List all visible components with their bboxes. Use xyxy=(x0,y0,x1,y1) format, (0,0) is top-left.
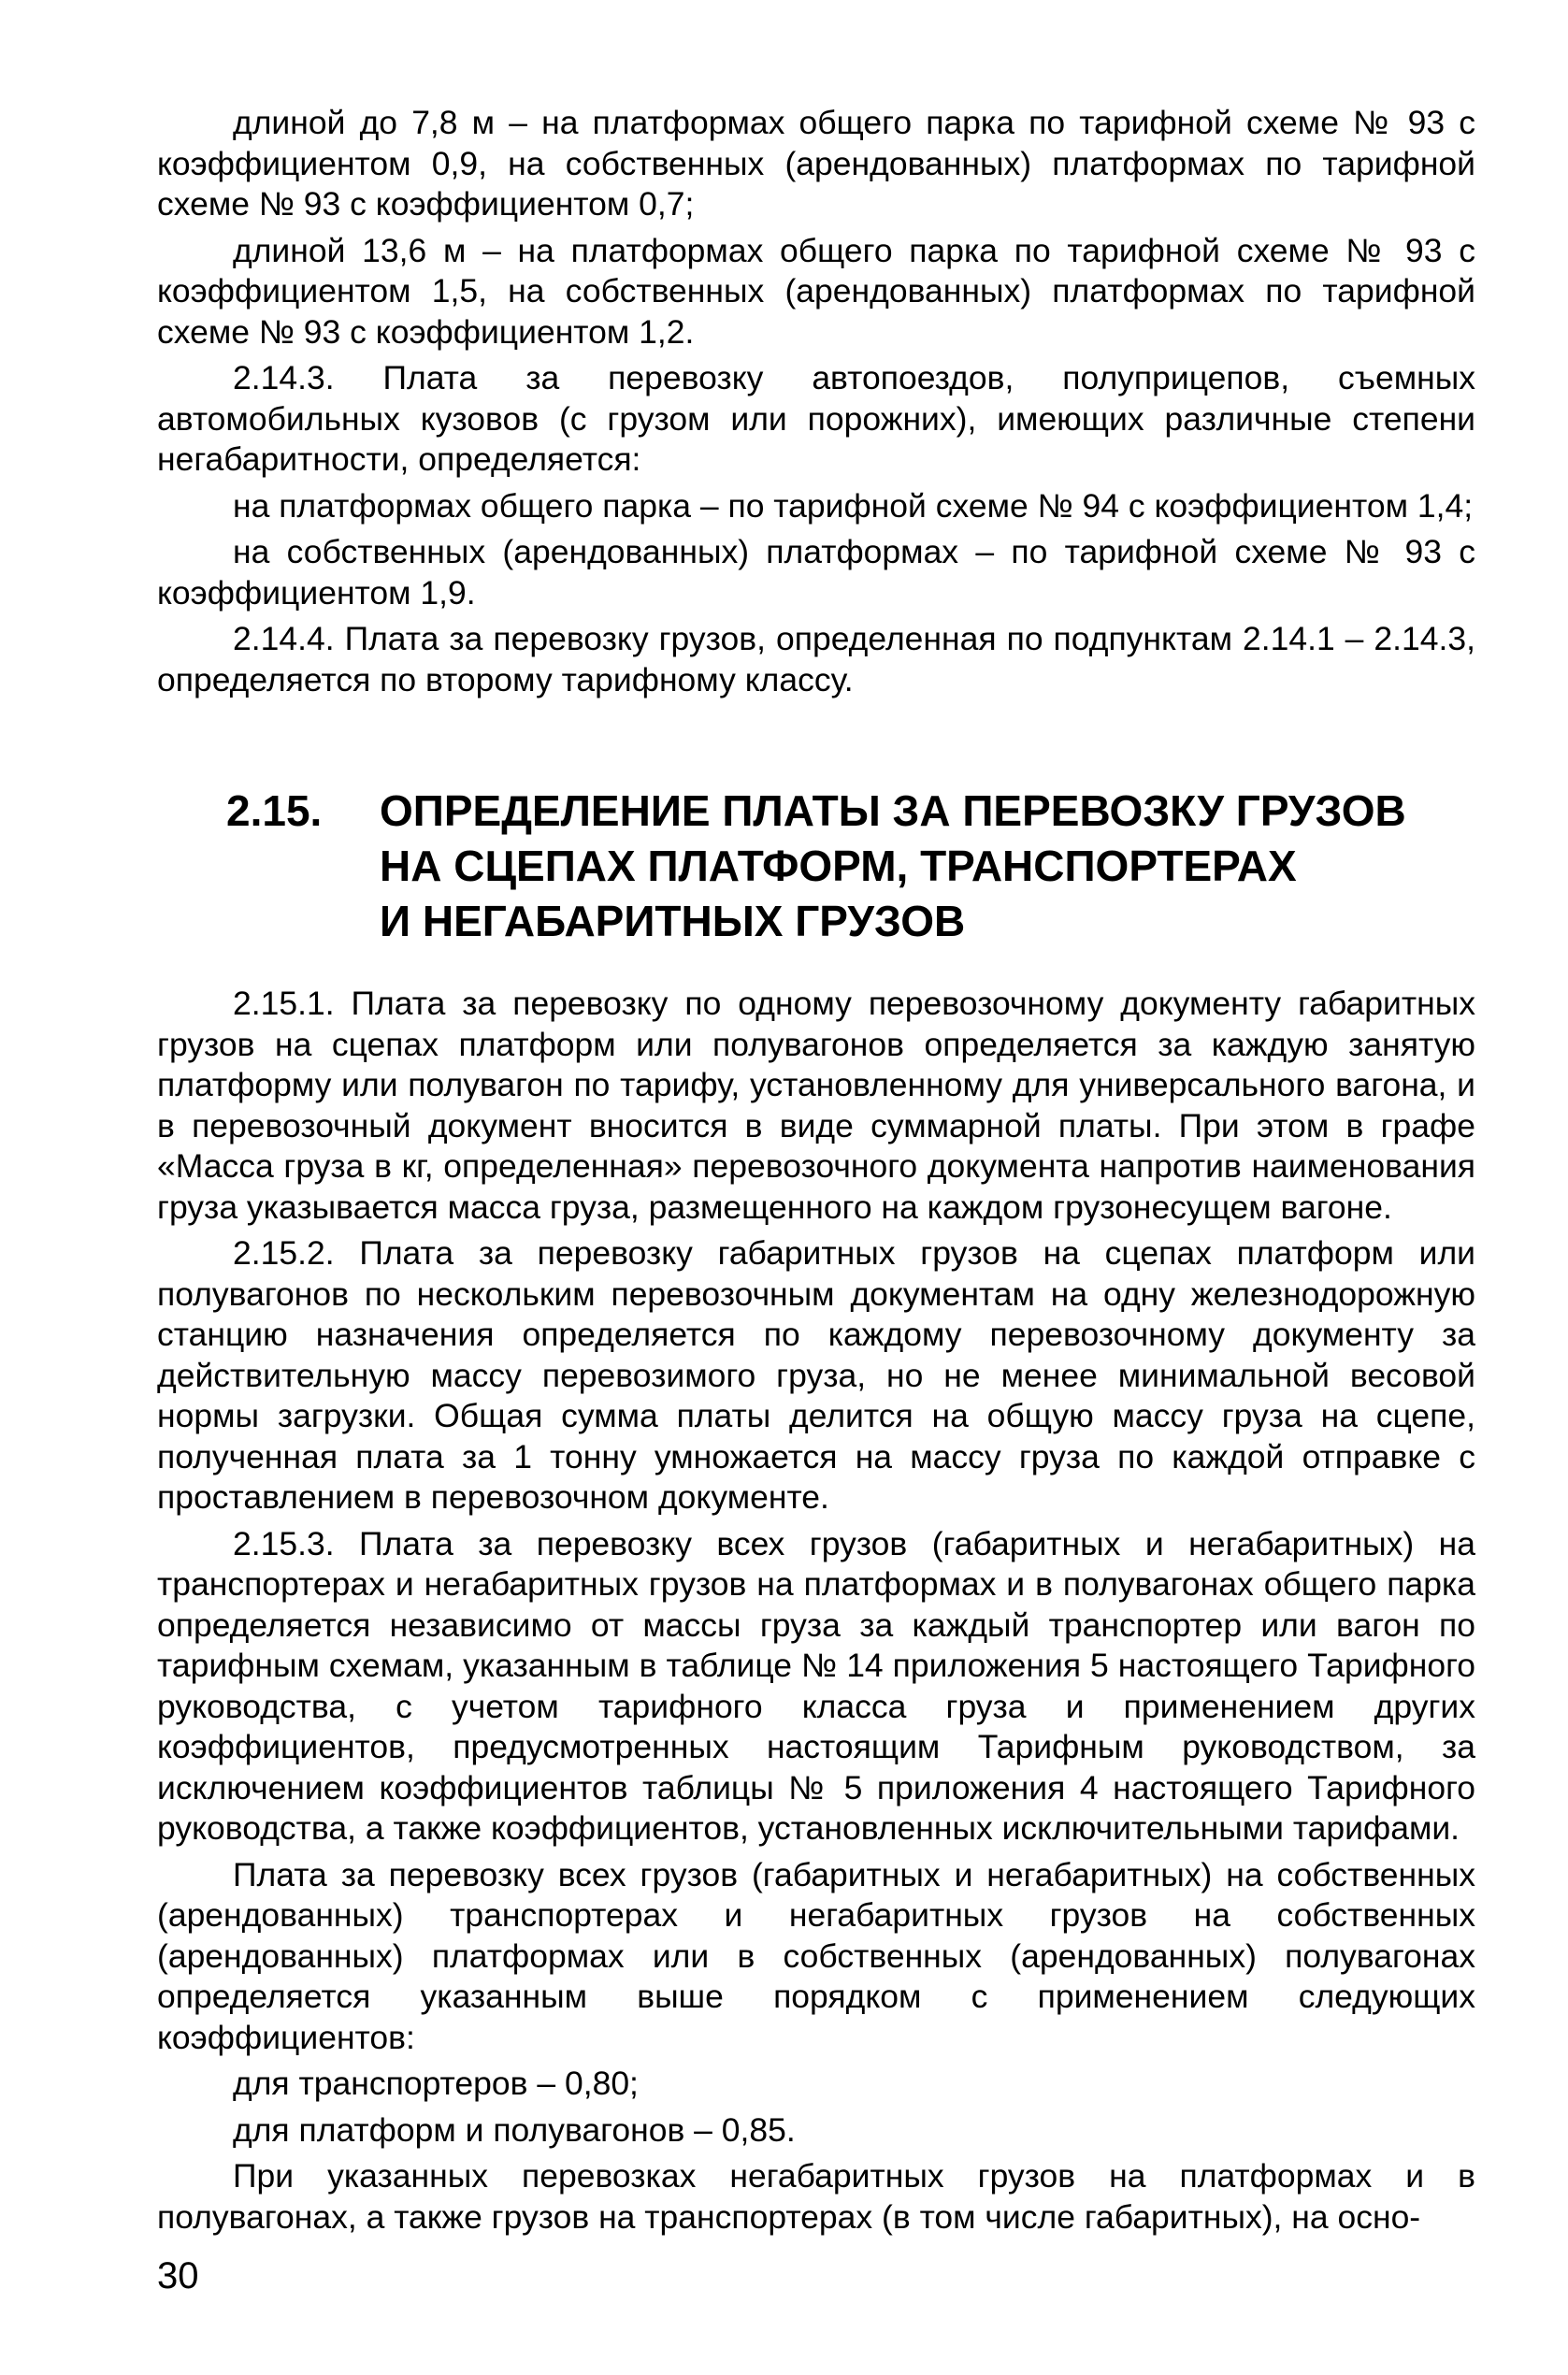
paragraph: длиной 13,6 м – на платформах общего парка по тарифной схеме № 93 с коэффициентом 1,5, на собственных (арендованных) платформах по тарифной схеме № 93 с коэффициентом 1,2. xyxy=(157,231,1475,351)
paragraph: 2.14.3. Плата за перевозку автопоездов, полуприцепов, съемных автомобильных кузовов (с грузом или порожних), имеющих различные степени негабаритности, определяется: xyxy=(157,359,1475,478)
page-number: 30 xyxy=(157,2255,199,2296)
section-heading-line-1 xyxy=(226,784,1442,839)
section-title-line-2: НА СЦЕПАХ ПЛАТФОРМ, ТРАНСПОРТЕРАХ xyxy=(380,842,1297,890)
section-number: 2.15. xyxy=(226,786,323,835)
section-heading xyxy=(226,784,1442,949)
paragraph: для транспортеров – 0,80; xyxy=(233,2065,639,2102)
paragraph: 2.15.3. Плата за перевозку всех грузов (габаритных и негабаритных) на транспортерах и негабаритных грузов на платформах и в полувагонах общего парка определяется независимо от массы груза за каждый транспортер или вагон по тарифным схемам, указанным в таблице № 14 приложения 5 настоящего Тарифного руководства, с учетом тарифного класса груза и применением других коэффициентов, предусмотренных настоящим Тарифным руководством, за исключением коэффициентов таблицы № 5 приложения 4 настоящего Тарифного руководства, а также коэффициентов, установленных исключительными тарифами. xyxy=(157,1524,1475,1847)
paragraph: на собственных (арендованных) платформах – по тарифной схеме № 93 с коэффициентом 1,9. xyxy=(157,533,1475,612)
paragraph: При указанных перевозках негабаритных грузов на платформах и в полувагонах, а также грузов на транспортерах (в том числе габаритных), на осно- xyxy=(157,2157,1475,2236)
paragraph: длиной до 7,8 м – на платформах общего парка по тарифной схеме № 93 с коэффициентом 0,9, на собственных (арендованных) платформах по тарифной схеме № 93 с коэффициентом 0,7; xyxy=(157,104,1475,223)
paragraph: на платформах общего парка – по тарифной схеме № 94 с коэффициентом 1,4; xyxy=(233,486,1474,525)
section-title-line-1: ОПРЕДЕЛЕНИЕ ПЛАТЫ ЗА ПЕРЕВОЗКУ ГРУЗОВ xyxy=(380,786,1406,835)
paragraph: Плата за перевозку всех грузов (габаритных и негабаритных) на собственных (арендованных) транспортерах и негабаритных грузов на собственных (арендованных) платформах или в собственных (арендованных) полувагонах определяется указанным выше порядком с применением следующих коэффициентов: xyxy=(157,1855,1475,2056)
paragraph: 2.15.2. Плата за перевозку габаритных грузов на сцепах платформ или полувагонов по нескольким перевозочным документам на одну железнодорожную станцию назначения определяется по каждому перевозочному документу за действительную массу перевозимого груза, но не менее минимальной весовой нормы загрузки. Общая сумма платы делится на общую массу груза на сцепе, полученная плата за 1 тонну умножается на массу груза по каждой отправке с проставлением в перевозочном документе. xyxy=(157,1234,1475,1516)
bottom-text-block xyxy=(157,984,1475,2243)
section-title-line-3: И НЕГАБАРИТНЫХ ГРУЗОВ xyxy=(380,897,966,945)
paragraph: 2.14.4. Плата за перевозку грузов, определенная по подпунктам 2.14.1 – 2.14.3, определяется по второму тарифному классу. xyxy=(157,620,1475,698)
paragraph: 2.15.1. Плата за перевозку по одному перевозочному документу габаритных грузов на сцепах платформ или полувагонов определяется за каждую занятую платформу или полувагон по тарифу, установленному для универсального вагона, и в перевозочный документ вносится в виде суммарной платы. При этом в графе «Масса груза в кг, определенная» перевозочного документа напротив наименования груза указывается масса груза, размещенного на каждом грузонесущем вагоне. xyxy=(157,985,1475,1226)
top-text-block xyxy=(157,103,1475,706)
paragraph: для платформ и полувагонов – 0,85. xyxy=(233,2110,796,2149)
